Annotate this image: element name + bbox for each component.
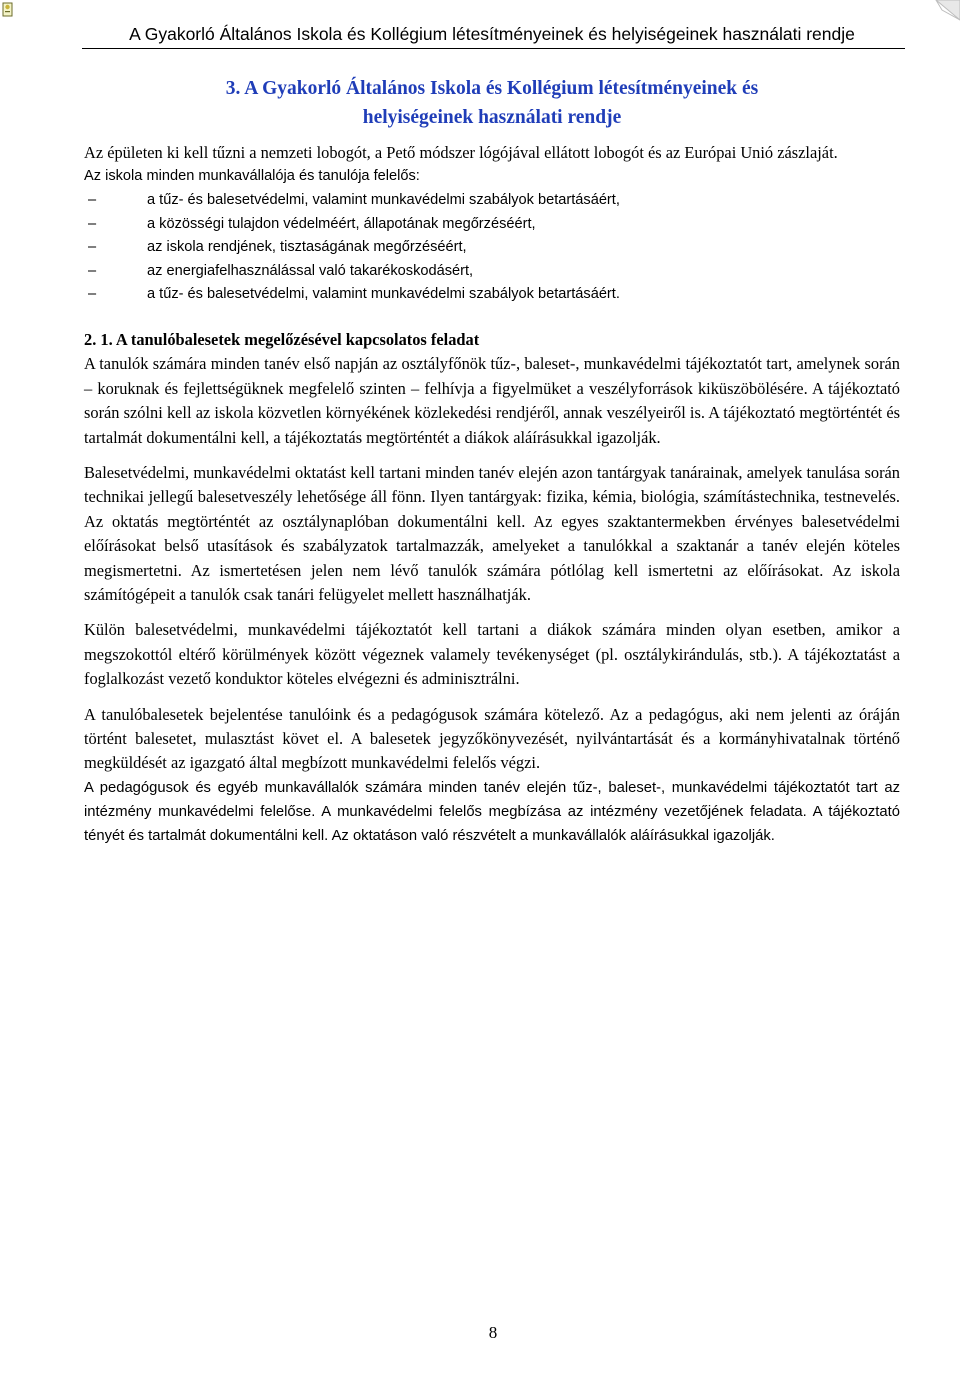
dash-bullet: – [88, 286, 97, 303]
chapter-title-line-1: 3. A Gyakorló Általános Iskola és Kollégium létesítményeinek és [225, 78, 759, 99]
list-item: – a tűz- és balesetvédelmi, valamint munkavédelmi szabályok betartásáért, [84, 189, 900, 213]
page-number: 8 [488, 1323, 498, 1342]
special-briefing-paragraph: Külön balesetvédelmi, munkavédelmi tájékoztatót kell tartani a diákok számára minden olyan esetben, amikor a megszokottól eltérő körülmények között végeznek valamely tevékenységet (pl. osztálykirándulás, stb.). A tájékoztatást a foglalkozást vezető konduktor köteles elvégezni és adminisztrálni. [84, 620, 900, 689]
page-curl-icon [934, 0, 960, 22]
document-icon [2, 2, 14, 18]
section-heading: 2. 1. A tanulóbalesetek megelőzésével kapcsolatos feladat [84, 329, 480, 349]
dash-bullet: – [88, 192, 97, 208]
responsibility-list [84, 189, 900, 307]
dash-bullet: – [88, 262, 97, 279]
list-item: – a tűz- és balesetvédelmi, valamint munkavédelmi szabályok betartásáért. [84, 283, 900, 307]
running-header: A Gyakorló Általános Iskola és Kollégium létesítményeinek és helyiségeinek használati rendje [129, 24, 855, 44]
document-body [84, 74, 900, 849]
safety-training-paragraph: Balesetvédelmi, munkavédelmi oktatást kell tartani minden tanév elején azon tantárgyak tanárainak, amelyek tanulása során technikai jellegű balesetveszély lehetősége áll fönn. Ilyen tantárgyak: fizika, kémia, biológia, számítástechnika, testnevelés. Az oktatás megtörténtét az osztálynaplóban dokumentálni kell. Az egyes szaktantermekben érvényes balesetvédelmi előírásokat belső utasítások és szabályzatok tartalmazzák, amelyeket a tanulókkal a szaktanár a tanév elején köteles megismertetni. Az ismertetésen jelen nem lévő tanulók számára pótlólag kell ismertetni az előírásokat. Az iskola számítógépeit a tanulók csak tanári felügyelet mellett használhatják. [84, 463, 900, 605]
chapter-title [84, 74, 900, 132]
accident-reporting-paragraph: A tanulóbalesetek bejelentése tanulóink és a pedagógusok számára kötelező. Az a pedagógus, aki nem jelenti az óráján történt balesetet, mulasztást követ el. A balesetek jegyzőkönyvezését, nyilvántartását és a kormányhivatalnak történő megküldését az igazgató által megbízott munkavédelmi felelős végzi. [84, 704, 900, 773]
flag-paragraph: Az épületen ki kell tűzni a nemzeti lobogót, a Pető módszer lógójával ellátott lobogót és az Európai Unió zászlaját. [84, 143, 838, 162]
list-item: – a közösségi tulajdon védelméért, állapotának megőrzéséért, [84, 213, 900, 237]
header-rule [82, 48, 905, 49]
dash-bullet: – [88, 239, 97, 256]
list-item: – az iskola rendjének, tisztaságának megőrzéséért, [84, 236, 900, 260]
orientation-paragraph: A tanulók számára minden tanév első napján az osztályfőnök tűz-, baleset-, munkavédelmi tájékoztatót tart, amelynek során – koruknak és fejlettségüknek megfelelő szinten – felhívja a figyelmüket a veszélyforrások kiküszöbölésére. A tájékoztató során szólni kell az iskola közvetlen környékének közlekedési rendjéről, annak veszélyeiről is. A tájékoztató megtörténtét és tartalmát dokumentálni kell, a tájékoztatás megtörténtét a diákok aláírásukkal igazolják. [84, 354, 900, 447]
responsibility-lead: Az iskola minden munkavállalója és tanulója felelős: [84, 168, 420, 185]
chapter-title-line-2: helyiségeinek használati rendje [362, 107, 622, 128]
list-item: – az energiafelhasználással való takarékoskodásért, [84, 260, 900, 284]
dash-bullet: – [88, 215, 97, 232]
staff-briefing-paragraph: A pedagógusok és egyéb munkavállalók számára minden tanév elején tűz-, baleset-, munkavédelmi tájékoztatót tart az intézmény munkavédelmi felelőse. A munkavédelmi felelős megbízása az intézmény vezetőjének feladata. A tájékoztató tényét és tartalmát dokumentálni kell. Az oktatáson való részvételt a munkavállalók aláírásukkal igazolják. [84, 779, 900, 845]
